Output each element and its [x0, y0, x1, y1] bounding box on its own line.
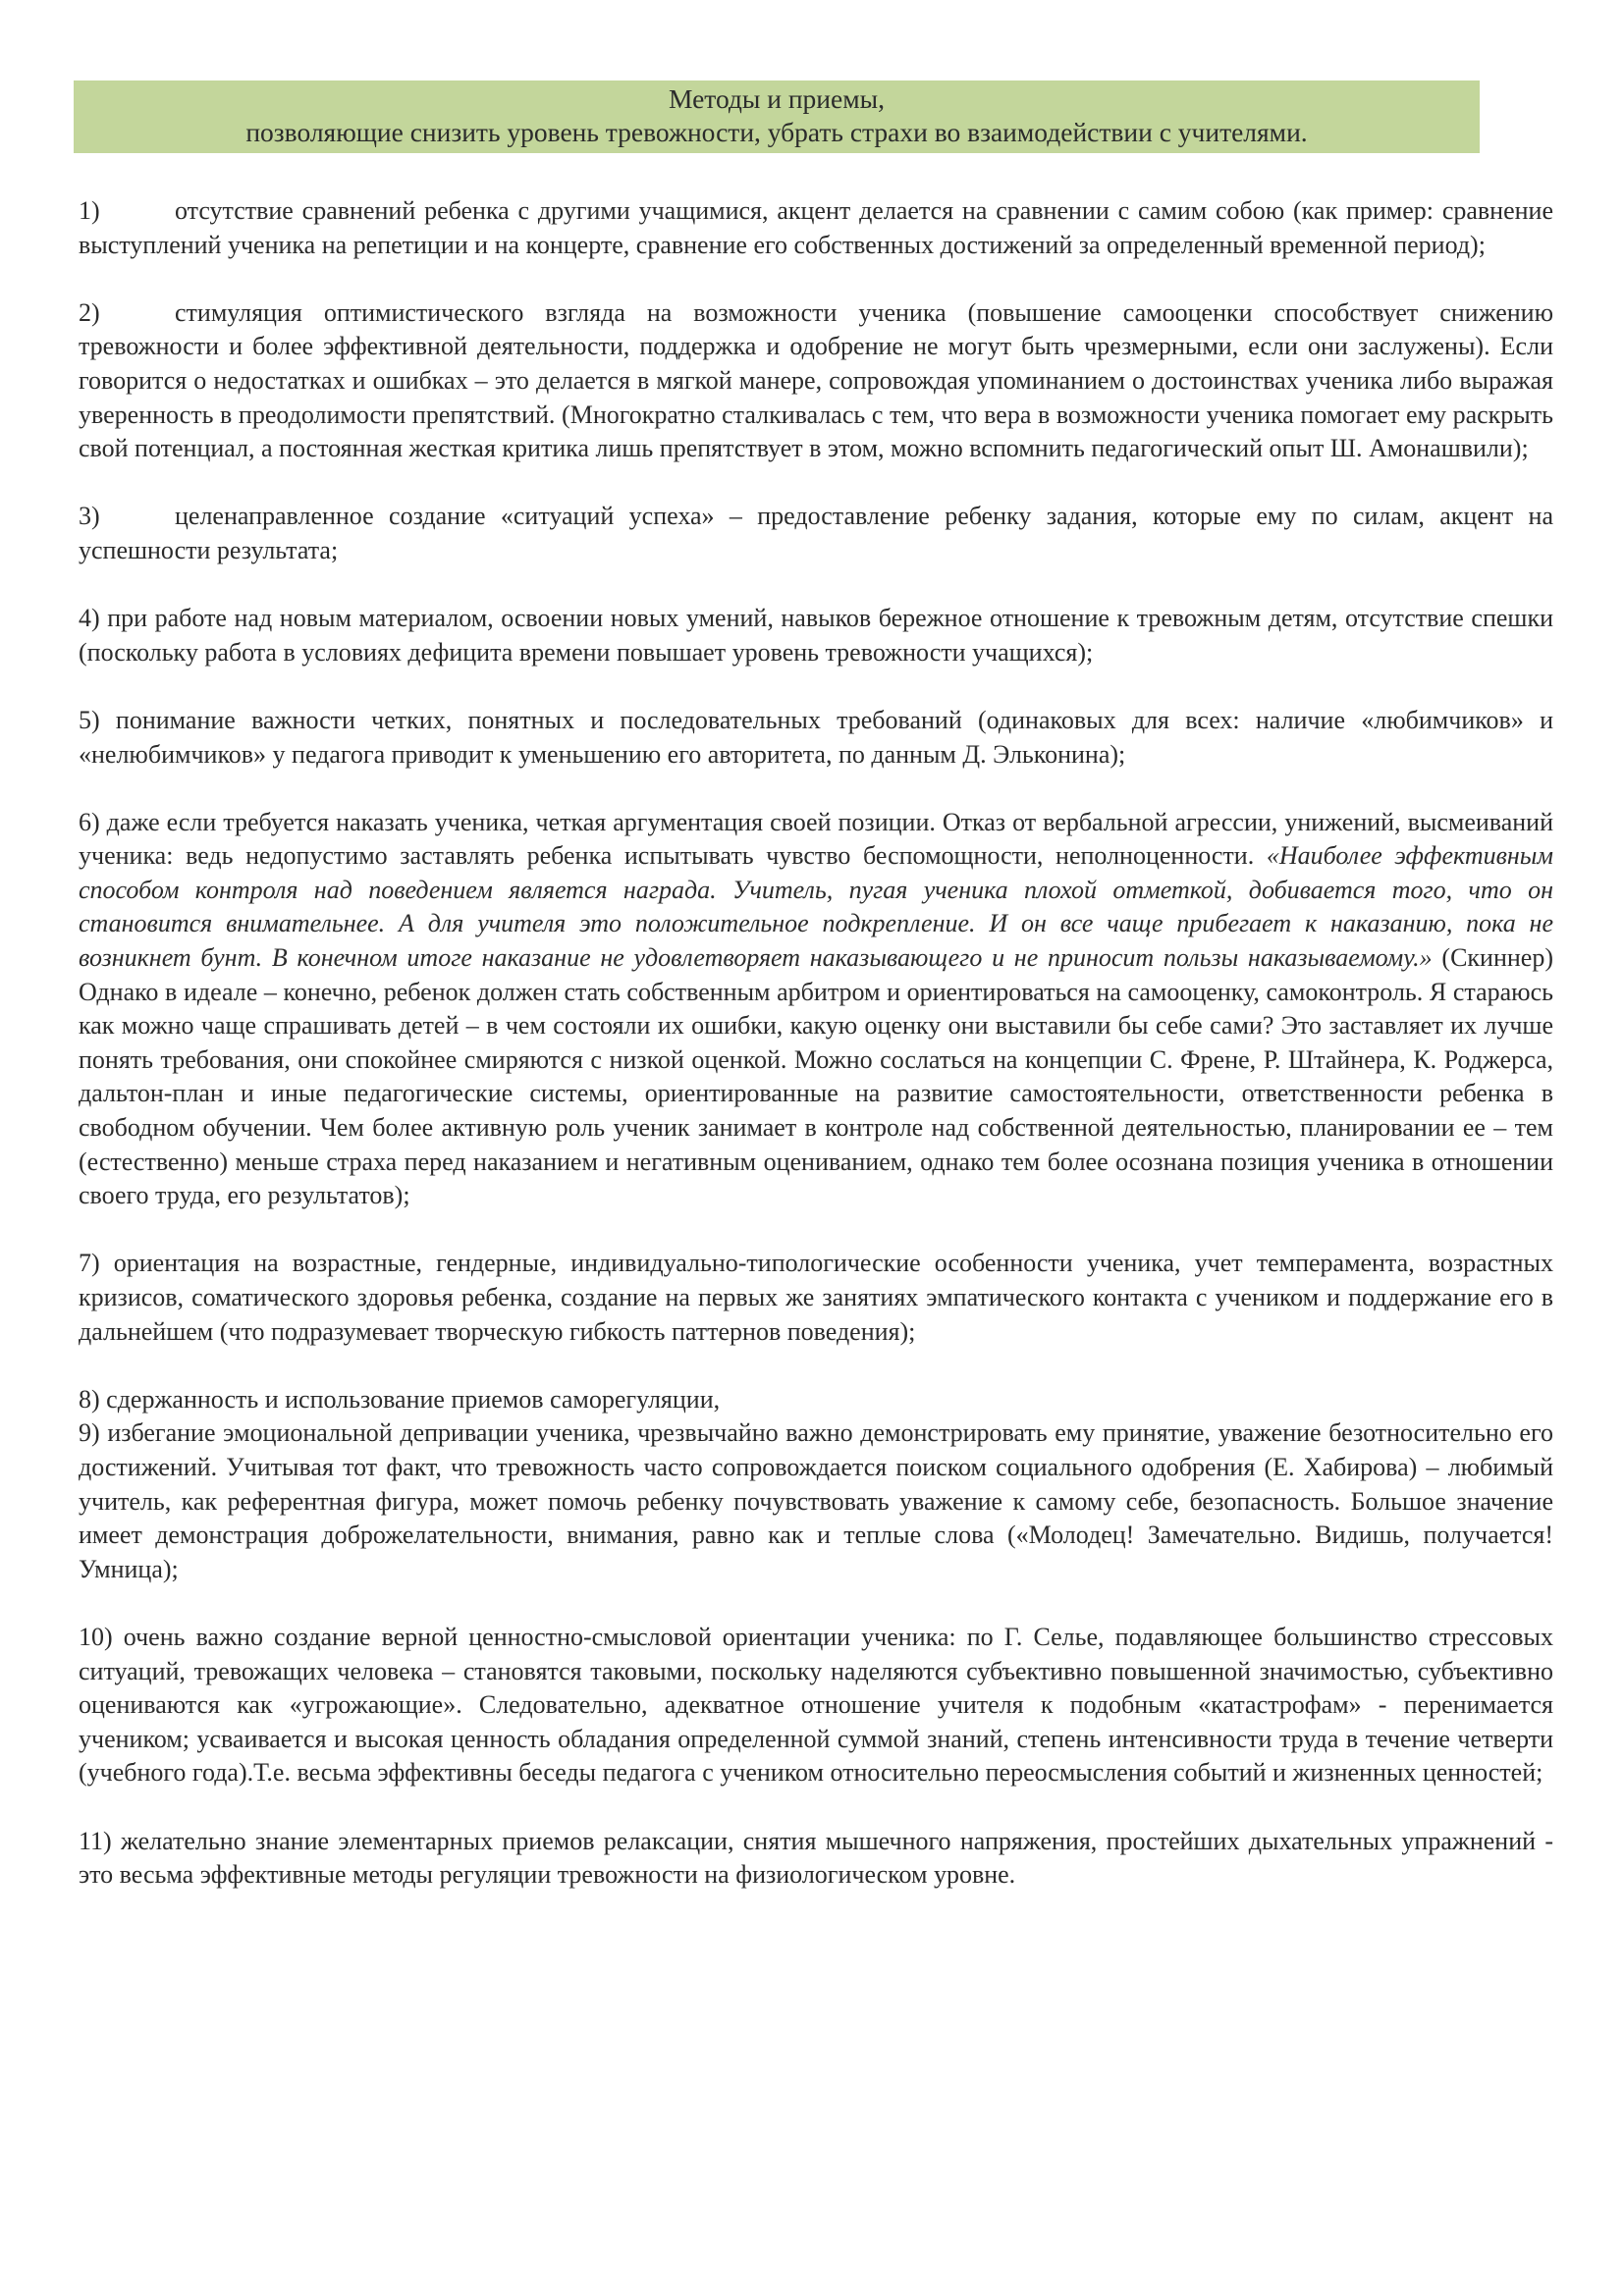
- item-text: стимуляция оптимистического взгляда на возможности ученика (повышение самооценки способствует снижению тревожности и более эффективной деятельности, поддержка и одобрение не могут быть чрезмерными, если они заслужены). Если говорится о недостатках и ошибках – это делается в мягкой манере, сопровождая упоминанием о достоинствах ученика либо выражая уверенность в преодолимости препятствий. (Многократно сталкивалась с тем, что вера в возможности ученика помогает ему раскрыть свой потенциал, а постоянная жесткая критика лишь препятствует в этом, можно вспомнить педагогический опыт Ш. Амонашвили);: [79, 297, 1553, 463]
- list-item-11: [79, 1825, 1553, 1893]
- list-item-7: [79, 1247, 1553, 1349]
- title-line-1: Методы и приемы,: [669, 83, 885, 114]
- title-line-2: позволяющие снизить уровень тревожности, убрать страхи во взаимодействии с учителями.: [245, 117, 1308, 147]
- item-text: 11) желательно знание элементарных приемов релаксации, снятия мышечного напряжения, простейших дыхательных упражнений - это весьма эффективные методы регуляции тревожности на физиологическом уровне.: [79, 1826, 1553, 1890]
- item-text: целенаправленное создание «ситуаций успеха» – предоставление ребенку задания, которые ему по силам, акцент на успешности результата;: [79, 502, 1553, 564]
- list-item-9: [79, 1416, 1553, 1586]
- item-text: 8) сдержанность и использование приемов саморегуляции,: [79, 1384, 721, 1414]
- list-item-5: [79, 704, 1553, 772]
- item-text: 5) понимание важности четких, понятных и последовательных требований (одинаковых для всех: наличие «любимчиков» и «нелюбимчиков» у педагога приводит к уменьшению его авторитета, по данным Д. Эльконина);: [79, 705, 1553, 769]
- skinner-quote: «Наиболее эффективным способом контроля над поведением является награда. Учитель, пугая ученика плохой отметкой, добивается того, что он становится внимательнее. А для учителя это положительное подкрепление. И он все чаще прибегает к наказанию, пока не возникнет бунт. В конечном итоге наказание не удовлетворяет наказывающего и не приносит пользы наказываемому.»: [79, 841, 1553, 973]
- document-body: [79, 194, 1553, 1926]
- list-item-8: [79, 1383, 1553, 1417]
- list-item-4: [79, 602, 1553, 669]
- item-text: 7) ориентация на возрастные, гендерные, индивидуально-типологические особенности ученика, учет темперамента, возрастных кризисов, соматического здоровья ребенка, создание на первых же занятиях эмпатического контакта с учеником и поддержание его в дальнейшем (что подразумевает творческую гибкость паттернов поведения);: [79, 1249, 1553, 1346]
- title-banner: [74, 80, 1480, 153]
- list-item-6: [79, 806, 1553, 1213]
- item-text-before-quote: 6) даже если требуется наказать ученика, четкая аргументация своей позиции. Отказ от вербальной агрессии, унижений, высмеиваний ученика: ведь недопустимо заставлять ребенка испытывать чувство беспомощности, неполноценности.: [79, 807, 1553, 871]
- list-item-1: [79, 194, 1553, 262]
- item-text-after-quote: (Скиннер) Однако в идеале – конечно, ребенок должен стать собственным арбитром и ориентироваться на самооценку, самоконтроль. Я стараюсь как можно чаще спрашивать детей – в чем состояли их ошибки, какую оценку они выставили бы себе сами? Это заставляет их лучше понять требования, они спокойнее смиряются с низкой оценкой. Можно сослаться на концепции С. Френе, Р. Штайнера, К. Роджерса, дальтон-план и иные педагогические системы, ориентированные на развитие самостоятельности, ответственности ребенка в свободном обучении. Чем более активную роль ученик занимает в контроле над собственной деятельностью, планировании ее – тем (естественно) меньше страха перед наказанием и негативным оцениванием, однако тем более осознана позиция ученика в отношении своего труда, его результатов);: [79, 943, 1553, 1210]
- list-item-2: [79, 296, 1553, 466]
- item-text: 9) избегание эмоциональной депривации ученика, чрезвычайно важно демонстрировать ему принятие, уважение безотносительно его достижений. Учитывая тот факт, что тревожность часто сопровождается поиском социального одобрения (Е. Хабирова) – любимый учитель, как референтная фигура, может помочь ребенку почувствовать уважение к самому себе, безопасность. Большое значение имеет демонстрация доброжелательности, внимания, равно как и теплые слова («Молодец! Замечательно. Видишь, получается! Умница);: [79, 1418, 1553, 1583]
- item-number: 2): [79, 297, 100, 327]
- list-item-3: [79, 500, 1553, 567]
- item-number: 3): [79, 502, 100, 531]
- item-text: 4) при работе над новым материалом, освоении новых умений, навыков бережное отношение к тревожным детям, отсутствие спешки (поскольку работа в условиях дефицита времени повышает уровень тревожности учащихся);: [79, 604, 1553, 667]
- item-text: отсутствие сравнений ребенка с другими учащимися, акцент делается на сравнении с самим собою (как пример: сравнение выступлений ученика на репетиции и на концерте, сравнение его собственных достижений за определенный временной период);: [79, 196, 1553, 259]
- list-item-10: [79, 1621, 1553, 1790]
- item-number: 1): [79, 196, 100, 225]
- item-text: 10) очень важно создание верной ценностно-смысловой ориентации ученика: по Г. Селье, подавляющее большинство стрессовых ситуаций, тревожащих человека – становятся таковыми, поскольку наделяются субъективно повышенной значимостью, субъективно оцениваются как «угрожающие». Следовательно, адекватное отношение учителя к подобным «катастрофам» - перенимается учеником; усваивается и высокая ценность обладания определенной суммой знаний, степень интенсивности труда в течение четверти (учебного года).Т.е. весьма эффективны беседы педагога с учеником относительно переосмысления событий и жизненных ценностей;: [79, 1622, 1553, 1788]
